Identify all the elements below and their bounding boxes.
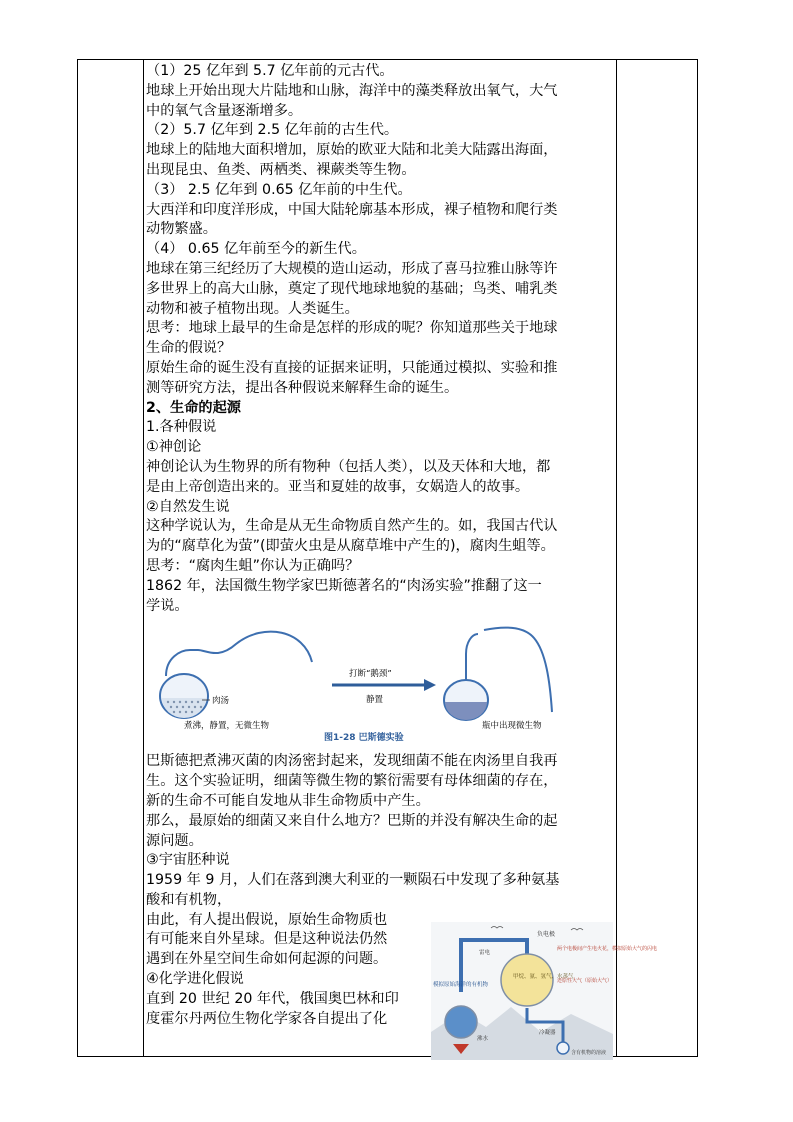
paragraph: （3） 2.5 亿年到 0.65 亿年前的中生代。 — [146, 181, 412, 198]
paragraph: 地球上开始出现大片陆地和山脉，海洋中的藻类释放出氧气，大气 — [146, 82, 558, 99]
miller-experiment-illustration — [431, 922, 658, 1060]
paragraph: 有可能来自外星球。但是这种说法仍然 — [146, 931, 388, 948]
arrow-bottom-label: 静置 — [366, 695, 384, 706]
paragraph: ②自然发生说 — [146, 498, 230, 515]
paragraph: 神创论认为生物界的所有物种（包括人类），以及天体和大地，都 — [146, 458, 551, 475]
paragraph: 思考：地球上最早的生命是怎样的形成的呢？你知道那些关于地球 — [146, 320, 558, 337]
paragraph: 遇到在外星空间生命如何起源的问题。 — [146, 951, 388, 968]
condenser-label: 冷凝器 — [539, 1030, 556, 1036]
process-arrow-head — [424, 679, 436, 691]
paragraph: 中的氧气含量逐渐增多。 — [146, 102, 303, 119]
paragraph: 酸和有机物， — [146, 891, 232, 908]
main-content — [146, 62, 658, 1056]
miller-experiment-figure — [431, 922, 658, 1060]
paragraph: 源问题。 — [146, 832, 203, 849]
paragraph: 地球上的陆地大面积增加，原始的欧亚大陆和北美大陆露出海面， — [146, 142, 558, 159]
ocean-label: 模拟原始海洋的有机物 — [433, 982, 489, 988]
right-flask-caption: 瓶中出现微生物 — [482, 721, 542, 732]
broken-neck-tube — [466, 634, 478, 680]
paragraph: 1862 年，法国微生物学家巴斯德著名的“肉汤实验”推翻了这一 — [146, 577, 542, 594]
paragraph: 多世界上的高大山脉，奠定了现代地球地貌的基础；鸟类、哺乳类 — [146, 280, 558, 297]
boiling-flask — [445, 1006, 477, 1038]
paragraph: ①神创论 — [146, 439, 202, 456]
paragraph: 思考：“腐肉生蛆”你认为正确吗？ — [146, 557, 360, 574]
paragraph: （1）25 亿年到 5.7 亿年前的元古代。 — [146, 63, 394, 79]
paragraph: 动物繁盛。 — [146, 221, 217, 238]
paragraph: ③宇宙胚种说 — [146, 852, 230, 869]
paragraph: 1959 年 9 月，人们在落到澳大利亚的一颗陨石中发现了多种氨基 — [146, 872, 560, 889]
paragraph: 学说。 — [146, 597, 189, 614]
heat-label: 沸水 — [477, 1036, 489, 1042]
paragraph: 新的生命不可能自发地从非生命物质中产生。 — [146, 792, 430, 809]
column-divider — [143, 60, 144, 1056]
lightning-label: 雷电 — [479, 950, 491, 956]
paragraph: 1.各种假说 — [146, 419, 217, 436]
paragraph: 大西洋和印度洋形成，中国大陆轮廓基本形成，裸子植物和爬行类 — [146, 201, 558, 218]
swan-neck-tube — [166, 632, 312, 676]
gas-chamber — [501, 954, 553, 1006]
column-divider — [616, 60, 617, 1056]
section-heading: 2、生命的起源 — [146, 399, 241, 416]
contaminated-broth — [445, 702, 487, 720]
arrow-top-label: 打断“鹅颈” — [349, 669, 392, 680]
paragraph: ④化学进化假说 — [146, 971, 244, 988]
side-note-1: 两个电极间产生电火花，模拟原始大气的闪电 — [557, 946, 658, 952]
gas-label: 甲烷、氨、氢气、水蒸气 — [513, 974, 574, 980]
side-note-2: 还原性大气（原始大气） — [557, 978, 613, 984]
paragraph: 是由上帝创造出来的。亚当和夏娃的故事，女娲造人的故事。 — [146, 478, 530, 495]
paragraph: 巴斯德把煮沸灭菌的肉汤密封起来，发现细菌不能在肉汤里自我再 — [146, 753, 558, 770]
left-flask-caption: 煮沸，静置，无微生物 — [184, 721, 270, 732]
paragraph: 生。这个实验证明，细菌等微生物的繁衍需要有母体细菌的存在， — [146, 773, 558, 790]
paragraph: 那么，最原始的细菌又来自什么地方？巴斯的并没有解决生命的起 — [146, 812, 558, 829]
solution-label: 含有机物的溶液 — [571, 1050, 607, 1056]
paragraph: （2）5.7 亿年到 2.5 亿年前的古生代。 — [146, 122, 399, 139]
paragraph: 动物和被子植物出现。人类诞生。 — [146, 300, 359, 317]
paragraph: 由此，有人提出假说，原始生命物质也 — [146, 911, 388, 928]
broth-label: 肉汤 — [212, 696, 230, 707]
paragraph: 直到 20 世纪 20 年代，俄国奥巴林和印 — [146, 990, 399, 1007]
paragraph: 出现昆虫、鱼类、两栖类、裸蕨类等生物。 — [146, 161, 416, 178]
electrode-label: 负电极 — [537, 931, 556, 938]
paragraph: 原始生命的诞生没有直接的证据来证明，只能通过模拟、实验和推 — [146, 359, 558, 376]
paragraph: 度霍尔丹两位生物化学家各自提出了化 — [146, 1010, 388, 1027]
paragraph: 地球在第三纪经历了大规模的造山运动，形成了喜马拉雅山脉等许 — [146, 260, 558, 277]
pasteur-experiment-illustration — [154, 622, 594, 744]
pasteur-experiment-figure — [154, 622, 594, 744]
figure-caption: 图1-28 巴斯德实验 — [324, 733, 404, 744]
detached-tube — [484, 628, 552, 712]
paragraph: 为的“腐草化为萤”(即萤火虫是从腐草堆中产生的)，腐肉生蛆等。 — [146, 538, 555, 555]
paragraph: 生命的假说？ — [146, 340, 232, 357]
paragraph: （4） 0.65 亿年前至今的新生代。 — [146, 241, 366, 258]
paragraph: 测等研究方法，提出各种假说来解释生命的诞生。 — [146, 379, 459, 396]
collection-trap — [557, 1042, 569, 1054]
paragraph: 这种学说认为，生命是从无生命物质自然产生的。如，我国古代认 — [146, 518, 558, 535]
